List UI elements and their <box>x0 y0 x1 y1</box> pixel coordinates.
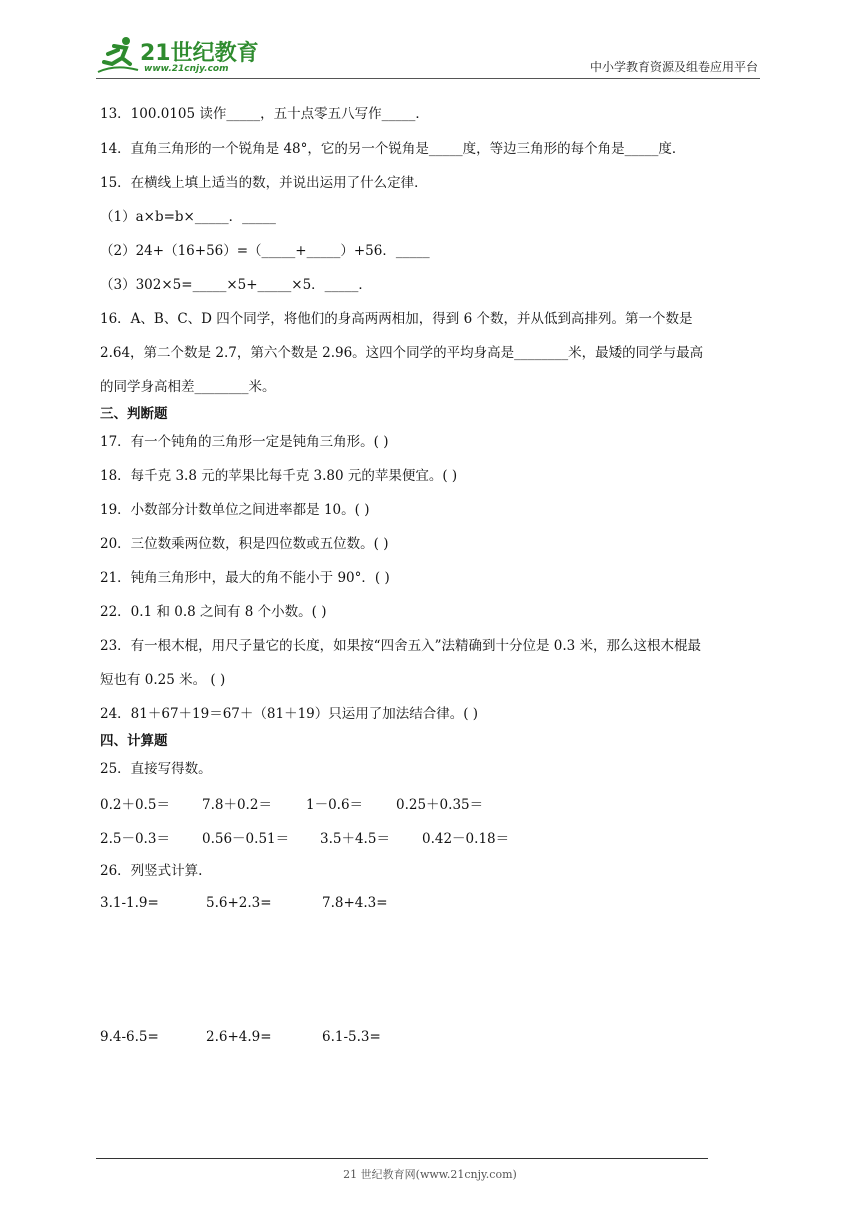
header-site-name: 中小学教育资源及组卷应用平台 <box>589 60 758 74</box>
question-16-line-3: 的同学身高相差________米。 <box>100 379 276 395</box>
vertical-calc-item: 2.6+4.9= <box>206 1029 272 1045</box>
question-24: 24．81＋67＋19＝67＋（81＋19）只运用了加法结合律。( ) <box>100 706 479 722</box>
calc-item: 0.42－0.18＝ <box>422 831 510 847</box>
vertical-calc-item: 7.8+4.3= <box>322 895 388 911</box>
calc-item: 0.25＋0.35＝ <box>396 797 484 813</box>
question-14: 14．直角三角形的一个锐角是 48°，它的另一个锐角是_____度，等边三角形的每个角是_____度． <box>100 141 686 157</box>
calc-item: 3.5＋4.5＝ <box>320 831 390 847</box>
question-15-part-2: （2）24+（16+56）=（_____+_____）+56．_____ <box>100 243 430 259</box>
question-17: 17．有一个钝角的三角形一定是钝角三角形。( ) <box>100 434 389 450</box>
question-21: 21．钝角三角形中，最大的角不能小于 90°．( ) <box>100 570 390 586</box>
question-15-part-3: （3）302×5=_____×5+_____×5．_____． <box>100 277 372 293</box>
calc-item: 0.2＋0.5＝ <box>100 797 170 813</box>
logo-text: 21世纪教育 <box>140 41 259 66</box>
question-15: 15．在横线上填上适当的数，并说出运用了什么定律． <box>100 175 428 191</box>
section-title-calculation: 四、计算题 <box>100 733 168 749</box>
calc-item: 0.56－0.51＝ <box>202 831 290 847</box>
vertical-calc-item: 6.1-5.3= <box>322 1029 381 1045</box>
calc-item: 2.5－0.3＝ <box>100 831 170 847</box>
logo-url: www.21cnjy.com <box>144 64 229 74</box>
question-22: 22．0.1 和 0.8 之间有 8 个小数。( ) <box>100 604 327 620</box>
vertical-calc-item: 3.1-1.9= <box>100 895 159 911</box>
runner-logo-icon <box>96 34 140 76</box>
section-title-judgement: 三、判断题 <box>100 406 168 422</box>
question-23-line-1: 23．有一根木棍，用尺子量它的长度，如果按“四舍五入”法精确到十分位是 0.3 米，那么这根木棍最 <box>100 638 702 654</box>
calc-item: 7.8＋0.2＝ <box>202 797 272 813</box>
logo <box>96 34 266 76</box>
question-26: 26．列竖式计算. <box>100 863 203 879</box>
question-20: 20．三位数乘两位数，积是四位数或五位数。( ) <box>100 536 389 552</box>
question-18: 18．每千克 3.8 元的苹果比每千克 3.80 元的苹果便宜。( ) <box>100 468 458 484</box>
question-16-line-1: 16．A、B、C、D 四个同学，将他们的身高两两相加，得到 6 个数，并从低到高排列。第一个数是 <box>100 311 693 327</box>
page-footer: 21 世纪教育网(www.21cnjy.com) <box>343 1168 517 1181</box>
page-header <box>96 30 760 79</box>
calc-item: 1－0.6＝ <box>306 797 364 813</box>
question-23-line-2: 短也有 0.25 米。 ( ) <box>100 672 226 688</box>
question-15-part-1: （1）a×b=b×_____．_____ <box>100 209 276 225</box>
question-19: 19．小数部分计数单位之间进率都是 10。( ) <box>100 502 370 518</box>
vertical-calc-item: 5.6+2.3= <box>206 895 272 911</box>
vertical-calc-item: 9.4-6.5= <box>100 1029 159 1045</box>
question-13: 13．100.0105 读作_____，五十点零五八写作_____． <box>100 106 429 122</box>
footer-divider <box>96 1158 708 1159</box>
question-16-line-2: 2.64，第二个数是 2.7，第六个数是 2.96。这四个同学的平均身高是________米，最矮的同学与最高 <box>100 345 704 361</box>
question-25: 25．直接写得数。 <box>100 761 212 777</box>
